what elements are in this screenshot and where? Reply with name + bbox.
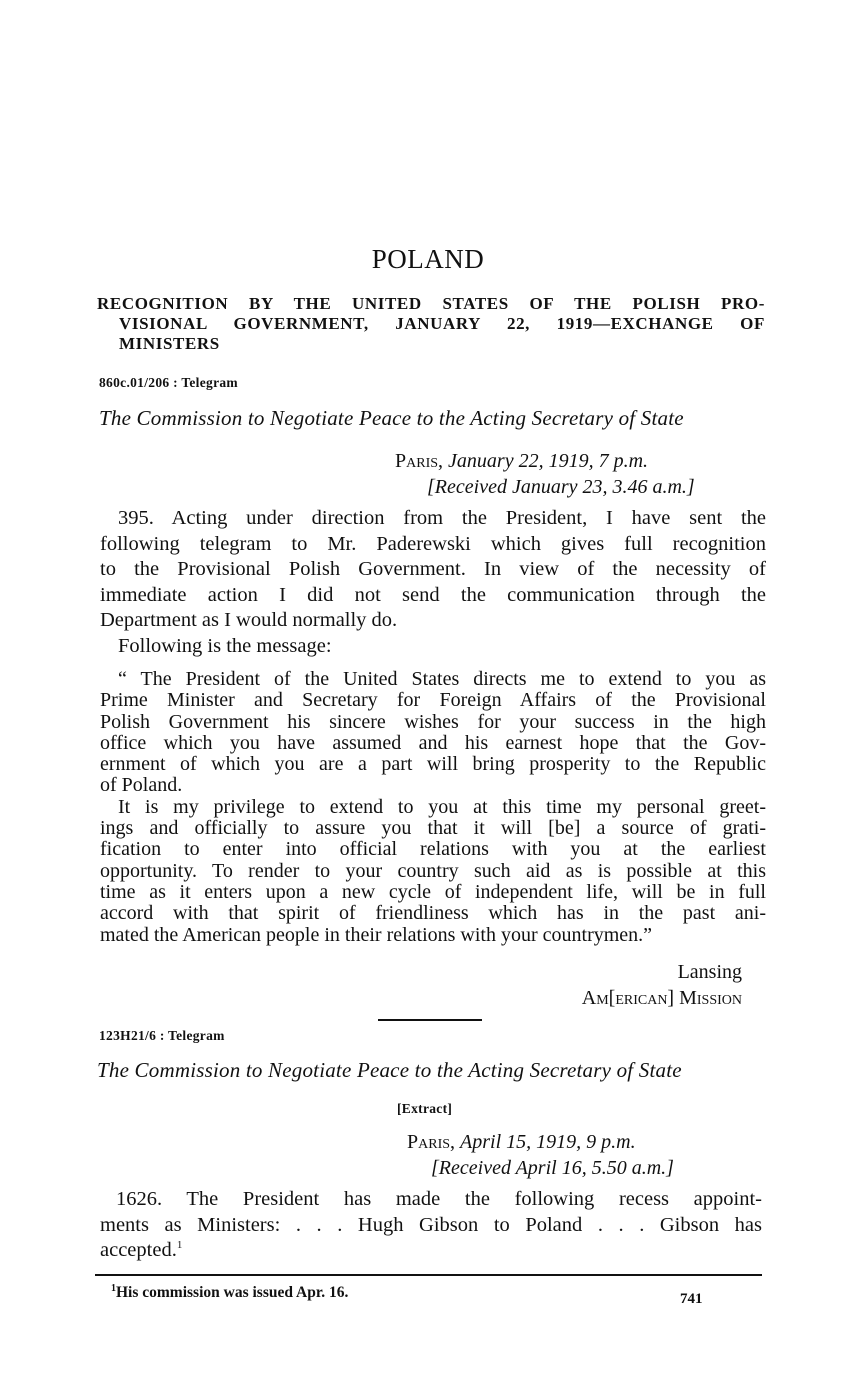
text-line: immediate action I did not send the communication through the xyxy=(100,583,766,606)
text-line xyxy=(100,1238,762,1264)
page-number: 741 xyxy=(680,1291,703,1307)
footnote-text: His commission was issued Apr. 16. xyxy=(116,1284,349,1301)
doc2-paragraph xyxy=(100,1187,762,1264)
text-line: Department as I would normally do. xyxy=(100,609,398,631)
section-heading-line: MINISTERS xyxy=(119,334,220,353)
doc1-received: [Received January 23, 3.46 a.m.] xyxy=(427,476,695,498)
footnote-reference[interactable]: 1 xyxy=(176,1239,183,1252)
doc2-place: Paris xyxy=(407,1131,451,1153)
doc2-extract-label: [Extract] xyxy=(397,1101,453,1116)
text-line: of Poland. xyxy=(100,774,183,797)
footnote-marker: 1 xyxy=(111,1282,116,1294)
text-line: Following is the message: xyxy=(118,634,332,657)
doc1-date: January 22, 1919, 7 p.m. xyxy=(448,450,649,472)
text-line: time as it enters upon a new cycle of independent life, will be in full xyxy=(100,880,766,903)
text-line: office which you have assumed and his earnest hope that the Gov- xyxy=(100,731,766,754)
section-heading xyxy=(97,294,765,354)
text-line: 395. Acting under direction from the President, I have sent the xyxy=(118,507,766,529)
doc1-paragraph xyxy=(100,506,766,659)
doc2-received: [Received April 16, 5.50 a.m.] xyxy=(431,1157,674,1179)
doc2-dateline: Paris, April 15, 1919, 9 p.m. xyxy=(407,1131,636,1153)
text-line: ings and officially to assure you that it will [be] a source of grati- xyxy=(100,817,766,840)
doc1-dateline: Paris, January 22, 1919, 7 p.m. xyxy=(395,450,649,472)
section-heading-line: VISIONAL GOVERNMENT, JANUARY 22, 1919—EXCHANGE OF xyxy=(119,314,765,333)
text-line: fication to enter into official relations with you at the earliest xyxy=(100,838,766,861)
doc2-file-reference: 123H21/6 : Telegram xyxy=(99,1028,225,1043)
text-line: accord with that spirit of friendliness which has in the past ani- xyxy=(100,902,766,925)
text-line: It is my privilege to extend to you at this time my personal greet- xyxy=(118,795,766,818)
doc2-date: April 15, 1919, 9 p.m. xyxy=(460,1131,636,1153)
text-fragment: accepted. xyxy=(100,1239,177,1261)
footnote-divider xyxy=(95,1274,762,1276)
text-line: Prime Minister and Secretary for Foreign Affairs of the Provisional xyxy=(100,689,766,712)
text-line: to the Provisional Polish Government. In view of the necessity of xyxy=(100,558,766,580)
text-line: mated the American people in their relations with your countrymen.” xyxy=(100,923,653,946)
text-line: “ The President of the United States directs me to extend to you as xyxy=(118,668,766,690)
text-line: 1626. The President has made the following recess appoint- xyxy=(116,1188,762,1210)
text-line: opportunity. To render to your country such aid as is possible at this xyxy=(100,859,766,882)
text-line: ments as Ministers: . . . Hugh Gibson to Poland . . . Gibson has xyxy=(100,1213,762,1236)
section-divider xyxy=(378,1019,482,1021)
footnote xyxy=(111,1284,348,1302)
doc2-title: The Commission to Negotiate Peace to the Acting Secretary of State xyxy=(97,1058,682,1082)
text-line: following telegram to Mr. Paderewski which gives full recognition xyxy=(100,532,766,555)
doc1-file-reference: 860c.01/206 : Telegram xyxy=(99,375,238,390)
doc1-mission: Am[erican] Mission xyxy=(581,987,742,1009)
doc1-quoted-message xyxy=(100,669,766,946)
doc1-signature: Lansing xyxy=(677,961,742,983)
doc1-place: Paris xyxy=(395,450,439,472)
text-line: ernment of which you are a part will bring prosperity to the Republic xyxy=(100,753,766,776)
doc1-title: The Commission to Negotiate Peace to the Acting Secretary of State xyxy=(99,406,684,430)
section-heading-line: RECOGNITION BY THE UNITED STATES OF THE POLISH PRO- xyxy=(97,294,765,313)
text-line: Polish Government his sincere wishes for your success in the high xyxy=(100,710,766,733)
page-title: POLAND xyxy=(371,244,485,274)
